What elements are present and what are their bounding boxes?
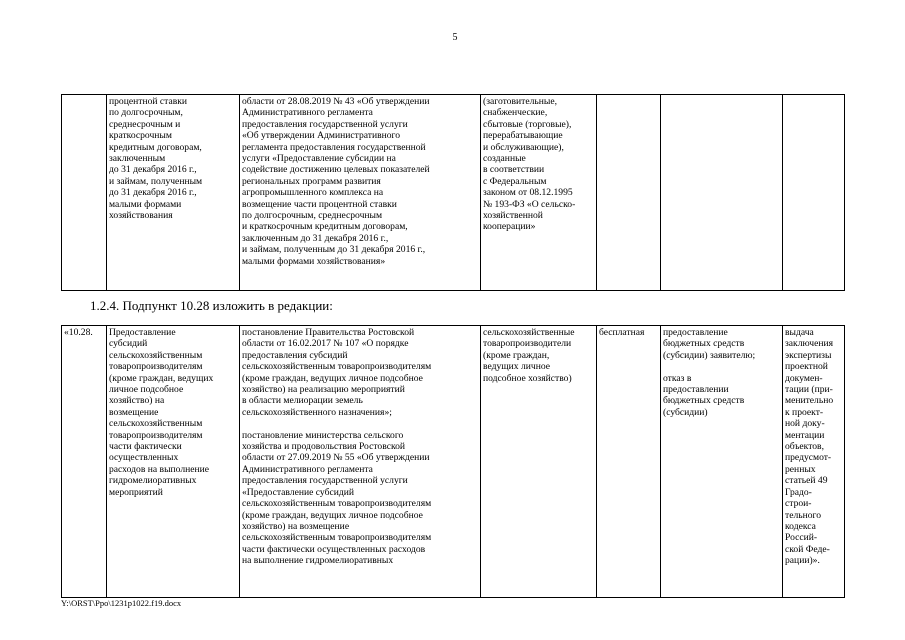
- cell-legal-basis: постановление Правительства Ростовской области от 16.02.2017 № 107 «О порядке предоставления субсидий сельскохозяйственным товаропроизводителям (кроме граждан, ведущих личное подсобное хозяйство) на реализацию мероприятий в области мелиорации земель сельскохозяйственного назначения»; постановление министерства сельского хозяйства и продовольствия Ростовской области от 27.09.2019 № 55 «Об утверждении Административного регламента предоставления государственной услуги «Предоставление субсидий сельскохозяйственным товаропроизводителям (кроме граждан, ведущих личное подсобное хозяйство) на возмещение сельскохозяйственным товаропроизводителям части фактически осуществленных расходов на выполнение гидромелиоративных: [240, 326, 481, 598]
- cell-extra: [783, 95, 845, 291]
- page-number: 5: [452, 32, 458, 43]
- cell-number: «10.28.: [62, 326, 107, 598]
- cell-cost: бесплатная: [597, 326, 661, 598]
- cell-result: [661, 95, 783, 291]
- section-heading: 1.2.4. Подпункт 10.28 изложить в редакции:: [90, 298, 333, 313]
- cell-recipients: (заготовительные, снабженческие, сбытовые (торговые), перерабатывающие и обслуживающие), созданные в соответствии с Федеральным законом от 08.12.1995 № 193-ФЗ «О сельско- хозяйственной кооперации»: [481, 95, 597, 291]
- cell-result: предоставление бюджетных средств (субсидии) заявителю; отказ в предоставлении бюджетных средств (субсидии): [661, 326, 783, 598]
- cell-service-name: Предоставление субсидий сельскохозяйственным товаропроизводителям (кроме граждан, ведущих личное подсобное хозяйство) на возмещение сельскохозяйственным товаропроизводителям части фактически осуществленных расходов на выполнение гидромелиоративных мероприятий: [107, 326, 240, 598]
- cell-service-name: процентной ставки по долгосрочным, среднесрочным и краткосрочным кредитным договорам, заключенным до 31 декабря 2016 г., и займам, полученным до 31 декабря 2016 г., малыми формами хозяйствования: [107, 95, 240, 291]
- table-row: [62, 95, 845, 291]
- cell-extra: выдача заключения экспертизы проектной докумен- тации (при- менительно к проект- ной доку- ментации объектов, предусмот- ренных статьей 49 Градо- строи- тельного кодекса Россий- ской Феде- рации)».: [783, 326, 845, 598]
- cell-legal-basis: области от 28.08.2019 № 43 «Об утверждении Административного регламента предоставления государственной услуги «Об утверждении Административного регламента предоставления государственной услуги «Предоставление субсидии на содействие достижению целевых показателей региональных программ развития агропромышленного комплекса на возмещение части процентной ставки по долгосрочным, среднесрочным и краткосрочным кредитным договорам, заключенным до 31 декабря 2016 г., и займам, полученным до 31 декабря 2016 г., малыми формами хозяйствования»: [240, 95, 481, 291]
- table-row: [62, 326, 845, 598]
- footer-file-path: Y:\ORST\Ppo\1231p1022.f19.docx: [61, 598, 182, 608]
- cell-recipients: сельскохозяйственные товаропроизводители (кроме граждан, ведущих личное подсобное хозяйство): [481, 326, 597, 598]
- cell-cost: [597, 95, 661, 291]
- table-continuation: [61, 94, 845, 291]
- table-item-10-28: [61, 325, 845, 598]
- cell-number: [62, 95, 107, 291]
